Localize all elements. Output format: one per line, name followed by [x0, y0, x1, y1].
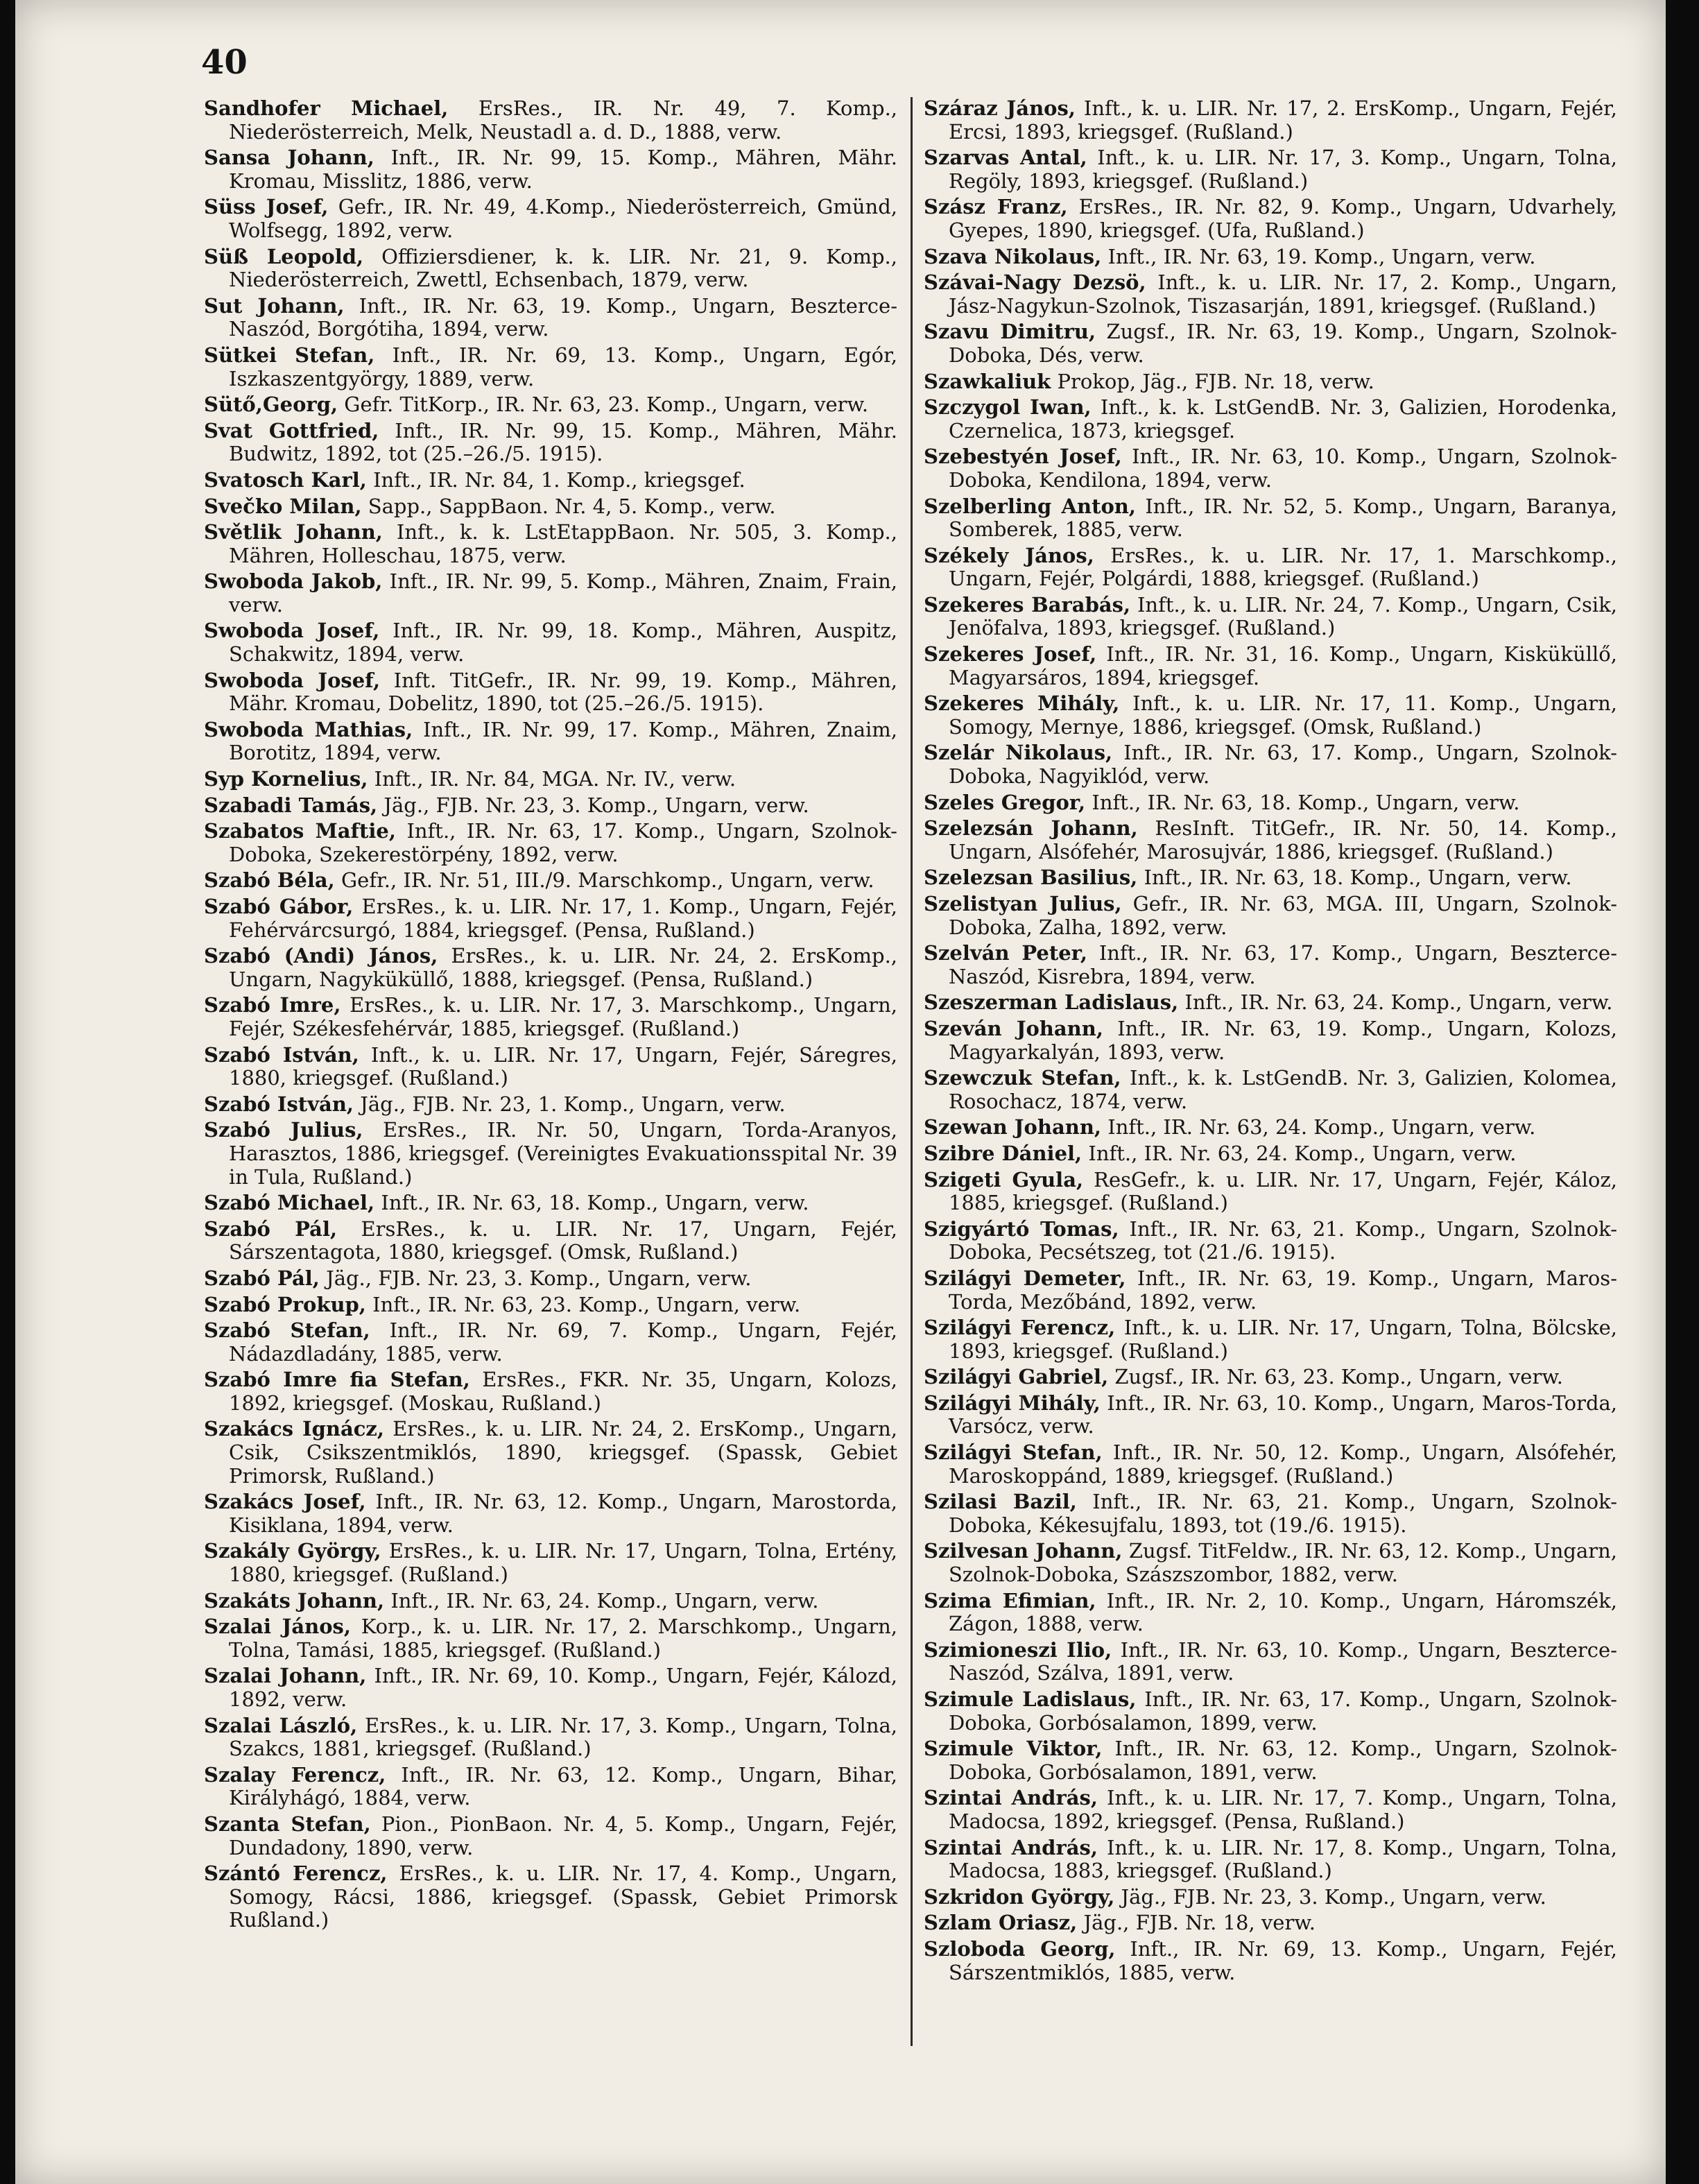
- entry-details: Inft., IR. Nr. 63, 19. Komp., Ungarn, Maros-Torda, Mezőbánd, 1892, verw.: [949, 1266, 1617, 1314]
- entry-name: Szeván Johann,: [924, 1016, 1103, 1040]
- entry-details: Inft., IR. Nr. 63, 10. Komp., Ungarn, Szolnok-Doboka, Kendilona, 1894, verw.: [949, 445, 1617, 492]
- entry-details: ErsRes., IR. Nr. 50, Ungarn, Torda-Aranyos, Harasztos, 1886, kriegsgef. (Vereinigtes Evakuationsspital Nr. 39 in Tula, Rußland.): [229, 1118, 898, 1189]
- register-entry: [204, 495, 897, 519]
- entry-name: Szabó (Andi) János,: [204, 944, 438, 968]
- left-column: [204, 97, 897, 1935]
- register-entry: [924, 1017, 1617, 1064]
- register-entry: [204, 820, 897, 866]
- entry-details: Gefr., IR. Nr. 49, 4.Komp., Niederösterreich, Gmünd, Wolfsegg, 1892, verw.: [229, 195, 898, 242]
- entry-name: Süß Leopold,: [204, 244, 364, 268]
- entry-details: ErsRes., k. u. LIR. Nr. 24, 2. ErsKomp., Ungarn, Csik, Csikszentmiklós, 1890, kriegsgef. (Spassk, Gebiet Primorsk, Rußland.): [229, 1417, 898, 1488]
- entry-name: Szilvesan Johann,: [924, 1539, 1123, 1563]
- entry-name: Szalai Johann,: [204, 1664, 367, 1688]
- entry-name: Szelezsán Johann,: [924, 816, 1138, 841]
- entry-details: Inft., k. u. LIR. Nr. 17, 8. Komp., Ungarn, Tolna, Madocsa, 1883, kriegsgef. (Rußland.): [949, 1835, 1617, 1883]
- register-entry: [204, 794, 897, 818]
- register-entry: [204, 895, 897, 942]
- entry-details: Zugsf., IR. Nr. 63, 19. Komp., Ungarn, Szolnok-Doboka, Dés, verw.: [949, 320, 1617, 367]
- register-entry: [204, 1714, 897, 1761]
- register-entry: [924, 817, 1617, 863]
- entry-details: Gefr., IR. Nr. 63, MGA. III, Ungarn, Szolnok-Doboka, Zalha, 1892, verw.: [949, 892, 1617, 939]
- entry-details: ResInft. TitGefr., IR. Nr. 50, 14. Komp., Ungarn, Alsófehér, Marosujvár, 1886, kriegsgef. (Rußland.): [949, 816, 1617, 863]
- entry-details: Offiziersdiener, k. k. LIR. Nr. 21, 9. Komp., Niederösterreich, Zwettl, Echsenbach, 1879, verw.: [229, 244, 897, 292]
- entry-name: Szabó István,: [204, 1042, 359, 1067]
- entry-name: Szelberling Anton,: [924, 494, 1136, 518]
- entry-name: Szewczuk Stefan,: [924, 1066, 1121, 1090]
- entry-name: Syp Kornelius,: [204, 767, 368, 791]
- register-entry: [924, 1218, 1617, 1264]
- entry-details: Inft., k. u. LIR. Nr. 17, 2. ErsKomp., Ungarn, Fejér, Ercsi, 1893, kriegsgef. (Rußland.): [949, 96, 1617, 144]
- register-entry: [204, 196, 897, 242]
- entry-name: Szelezsan Basilius,: [924, 866, 1138, 890]
- register-entry: [204, 1119, 897, 1189]
- register-entry: [204, 469, 897, 492]
- register-entry: [204, 1615, 897, 1662]
- entry-details: Inft., IR. Nr. 69, 7. Komp., Ungarn, Fejér, Nádazdladány, 1885, verw.: [229, 1318, 898, 1366]
- entry-name: Swoboda Jakob,: [204, 569, 383, 594]
- register-entry: [924, 1366, 1617, 1389]
- entry-details: Inft., IR. Nr. 63, 17. Komp., Ungarn, Szolnok-Doboka, Gorbósalamon, 1899, verw.: [949, 1687, 1617, 1735]
- entry-name: Sandhofer Michael,: [204, 96, 449, 120]
- register-entry: [924, 320, 1617, 367]
- register-entry: [924, 1911, 1617, 1935]
- register-entry: [204, 521, 897, 567]
- register-entry: [924, 1787, 1617, 1833]
- register-entry: [204, 1093, 897, 1117]
- entry-name: Szloboda Georg,: [924, 1936, 1116, 1961]
- register-entry: [924, 1737, 1617, 1784]
- entry-name: Swoboda Josef,: [204, 668, 381, 692]
- entry-name: Sansa Johann,: [204, 146, 374, 170]
- entry-name: Szewan Johann,: [924, 1115, 1102, 1140]
- entry-details: Inft., IR. Nr. 69, 10. Komp., Ungarn, Fejér, Kálozd, 1892, verw.: [229, 1664, 898, 1711]
- register-entry: [924, 445, 1617, 492]
- entry-details: Inft., IR. Nr. 63, 10. Komp., Ungarn, Beszterce-Naszód, Szálva, 1891, verw.: [949, 1637, 1618, 1685]
- entry-details: Inft., k. u. LIR. Nr. 17, 2. Komp., Ungarn, Jász-Nagykun-Szolnok, Tiszasarján, 1891, kriegsgef. (Rußland.): [949, 270, 1617, 318]
- entry-details: ErsRes., FKR. Nr. 35, Ungarn, Kolozs, 1892, kriegsgef. (Moskau, Rußland.): [229, 1368, 897, 1415]
- register-entry: [924, 741, 1617, 788]
- entry-details: Jäg., FJB. Nr. 18, verw.: [1083, 1911, 1316, 1935]
- entry-name: Szintai András,: [924, 1786, 1098, 1810]
- register-entry: [924, 1938, 1617, 1984]
- entry-details: Inft., IR. Nr. 99, 15. Komp., Mähren, Mähr. Kromau, Misslitz, 1886, verw.: [229, 146, 897, 193]
- entry-details: Pion., PionBaon. Nr. 4, 5. Komp., Ungarn, Fejér, Dundadony, 1890, verw.: [229, 1812, 898, 1859]
- register-entry: [204, 1267, 897, 1291]
- entry-details: Gefr. TitKorp., IR. Nr. 63, 23. Komp., Ungarn, verw.: [344, 393, 869, 417]
- register-entry: [924, 893, 1617, 939]
- register-entry: [924, 370, 1617, 394]
- entry-name: Szabó Julius,: [204, 1118, 363, 1142]
- page-number: 40: [201, 43, 248, 82]
- entry-details: ErsRes., k. u. LIR. Nr. 24, 2. ErsKomp., Ungarn, Nagyküküllő, 1888, kriegsgef. (Pensa, Rußland.): [229, 944, 898, 991]
- entry-details: Jäg., FJB. Nr. 23, 1. Komp., Ungarn, verw.: [360, 1092, 786, 1116]
- register-entry: [924, 1316, 1617, 1363]
- document-page: [15, 0, 1666, 2184]
- entry-name: Szigyártó Tomas,: [924, 1216, 1119, 1241]
- register-entry: [204, 393, 897, 417]
- register-entry: [204, 768, 897, 791]
- entry-name: Szilágyi Gabriel,: [924, 1365, 1109, 1389]
- entry-name: Szabó Stefan,: [204, 1318, 370, 1343]
- entry-details: Inft., IR. Nr. 63, 12. Komp., Ungarn, Marostorda, Kisiklana, 1894, verw.: [229, 1490, 897, 1537]
- entry-name: Szczygol Iwan,: [924, 395, 1092, 420]
- entry-name: Sut Johann,: [204, 293, 345, 318]
- register-entry: [204, 146, 897, 193]
- register-entry: [204, 1368, 897, 1415]
- entry-details: Inft., IR. Nr. 99, 18. Komp., Mähren, Auspitz, Schakwitz, 1894, verw.: [229, 619, 898, 667]
- entry-name: Světlik Johann,: [204, 520, 383, 544]
- entry-name: Szigeti Gyula,: [924, 1167, 1084, 1192]
- entry-details: Inft., IR. Nr. 52, 5. Komp., Ungarn, Baranya, Somberek, 1885, verw.: [949, 494, 1618, 542]
- entry-details: Inft., k. u. LIR. Nr. 17, Ungarn, Tolna, Bölcske, 1893, kriegsgef. (Rußland.): [949, 1316, 1618, 1363]
- register-entry: [924, 1837, 1617, 1883]
- entry-name: Szelár Nikolaus,: [924, 741, 1113, 765]
- entry-name: Szintai András,: [924, 1835, 1098, 1859]
- entry-name: Szabó Béla,: [204, 868, 335, 893]
- register-entry: [204, 420, 897, 466]
- register-entry: [924, 692, 1617, 739]
- entry-details: ErsRes., k. u. LIR. Nr. 17, Ungarn, Fejér, Sárszentagota, 1880, kriegsgef. (Omsk, Rußland.): [229, 1216, 898, 1264]
- entry-details: Inft., IR. Nr. 99, 5. Komp., Mähren, Znaim, Frain, verw.: [229, 569, 898, 617]
- register-entry: [204, 719, 897, 765]
- register-entry: [924, 1540, 1617, 1586]
- entry-name: Szelistyan Julius,: [924, 892, 1122, 915]
- entry-details: Inft., IR. Nr. 63, 24. Komp., Ungarn, verw.: [390, 1588, 819, 1613]
- register-entry: [924, 146, 1617, 193]
- entry-name: Székely János,: [924, 543, 1094, 567]
- entry-details: Inft., IR. Nr. 63, 18. Komp., Ungarn, verw.: [1144, 866, 1572, 890]
- register-entry: [924, 791, 1617, 815]
- entry-name: Szabó Pál,: [204, 1266, 320, 1290]
- entry-name: Szeszerman Ladislaus,: [924, 990, 1179, 1015]
- register-entry: [204, 1192, 897, 1215]
- register-entry: [204, 295, 897, 341]
- entry-details: Inft., IR. Nr. 63, 18. Komp., Ungarn, verw.: [381, 1191, 809, 1215]
- entry-details: Jäg., FJB. Nr. 23, 3. Komp., Ungarn, verw.: [383, 793, 809, 817]
- entry-details: ErsRes., k. u. LIR. Nr. 17, 1. Komp., Ungarn, Fejér, Fehérvárcsurgó, 1884, kriegsgef. (Pensa, Rußland.): [229, 895, 898, 942]
- entry-name: Szabatos Maftie,: [204, 819, 396, 843]
- entry-details: ErsRes., k. u. LIR. Nr. 17, 4. Komp., Ungarn, Somogy, Rácsi, 1886, kriegsgef. (Spassk, Gebiet Primorsk Rußland.): [229, 1861, 897, 1932]
- entry-name: Szabó István,: [204, 1092, 354, 1116]
- entry-details: Inft., IR. Nr. 69, 13. Komp., Ungarn, Egór, Iszkaszentgyörgy, 1889, verw.: [229, 343, 897, 390]
- entry-details: ResGefr., k. u. LIR. Nr. 17, Ungarn, Fejér, Káloz, 1885, kriegsgef. (Rußland.): [949, 1167, 1617, 1215]
- register-entry: [924, 1142, 1617, 1166]
- entry-details: Gefr., IR. Nr. 51, III./9. Marschkomp., Ungarn, verw.: [341, 868, 874, 893]
- entry-name: Szekeres Josef,: [924, 642, 1097, 667]
- register-entry: [204, 1813, 897, 1859]
- register-entry: [924, 1490, 1617, 1537]
- register-entry: [924, 1392, 1617, 1438]
- entry-name: Szabó Michael,: [204, 1191, 375, 1215]
- entry-name: Svečko Milan,: [204, 494, 362, 518]
- register-entry: [924, 1067, 1617, 1113]
- entry-details: Zugsf. TitFeldw., IR. Nr. 63, 12. Komp., Ungarn, Szolnok-Doboka, Szászszombor, 1882, verw.: [949, 1539, 1618, 1587]
- register-entry: [924, 495, 1617, 542]
- entry-name: Svat Gottfried,: [204, 418, 379, 442]
- entry-details: Inft., IR. Nr. 63, 21. Komp., Ungarn, Szolnok-Doboka, Pecsétszeg, tot (21./6. 1915).: [949, 1216, 1617, 1264]
- entry-details: Inft., IR. Nr. 63, 24. Komp., Ungarn, verw.: [1184, 990, 1613, 1015]
- register-entry: [924, 1688, 1617, 1735]
- register-entry: [924, 196, 1617, 242]
- register-entry: [924, 1116, 1617, 1140]
- entry-name: Szelván Peter,: [924, 941, 1087, 965]
- register-entry: [204, 669, 897, 716]
- register-entry: [204, 97, 897, 144]
- entry-details: Inft., IR. Nr. 84, 1. Komp., kriegsgef.: [373, 467, 745, 492]
- entry-name: Szakács Josef,: [204, 1490, 366, 1514]
- entry-name: Szabó Imre fia Stefan,: [204, 1368, 470, 1392]
- entry-name: Száraz János,: [924, 96, 1076, 120]
- entry-details: Inft., k. k. LstGendB. Nr. 3, Galizien, Kolomea, Rosochacz, 1874, verw.: [949, 1066, 1617, 1113]
- entry-name: Szabó Pál,: [204, 1216, 338, 1241]
- entry-name: Sütkei Stefan,: [204, 343, 375, 367]
- entry-name: Szima Efimian,: [924, 1588, 1096, 1613]
- register-entry: [924, 594, 1617, 640]
- entry-name: Szimioneszi Ilio,: [924, 1637, 1112, 1662]
- entry-details: ErsRes., IR. Nr. 82, 9. Komp., Ungarn, Udvarhely, Gyepes, 1890, kriegsgef. (Ufa, Rußland.): [949, 195, 1617, 242]
- register-entry: [924, 1441, 1617, 1488]
- register-entry: [204, 1590, 897, 1613]
- entry-details: Jäg., FJB. Nr. 23, 3. Komp., Ungarn, verw.: [1121, 1884, 1546, 1909]
- entry-name: Szibre Dániel,: [924, 1141, 1083, 1165]
- entry-name: Szalai László,: [204, 1713, 358, 1737]
- entry-details: Inft., IR. Nr. 50, 12. Komp., Ungarn, Alsófehér, Maroskoppánd, 1889, kriegsgef. (Rußland.): [949, 1441, 1617, 1488]
- entry-details: ErsRes., k. u. LIR. Nr. 17, 1. Marschkomp., Ungarn, Fejér, Polgárdi, 1888, kriegsgef. (Rußland.): [949, 543, 1618, 591]
- entry-details: Inft., IR. Nr. 63, 24. Komp., Ungarn, verw.: [1107, 1115, 1536, 1140]
- register-entry: [204, 619, 897, 666]
- entry-details: Inft., k. u. LIR. Nr. 17, 11. Komp., Ungarn, Somogy, Mernye, 1886, kriegsgef. (Omsk, Rußland.): [949, 691, 1617, 739]
- entry-details: Inft., IR. Nr. 63, 18. Komp., Ungarn, verw.: [1092, 790, 1520, 814]
- entry-details: Inft., k. u. LIR. Nr. 17, 7. Komp., Ungarn, Tolna, Madocsa, 1892, kriegsgef. (Pensa, Rußland.): [949, 1786, 1617, 1833]
- register-entry: [204, 344, 897, 390]
- entry-details: ErsRes., k. u. LIR. Nr. 17, Ungarn, Tolna, Ertény, 1880, kriegsgef. (Rußland.): [229, 1539, 897, 1587]
- entry-details: Inft., IR. Nr. 31, 16. Komp., Ungarn, Kisküküllő, Magyarsáros, 1894, kriegsgef.: [949, 642, 1617, 689]
- entry-details: Inft., IR. Nr. 63, 23. Komp., Ungarn, verw.: [372, 1292, 801, 1316]
- entry-details: Inft., IR. Nr. 63, 12. Komp., Ungarn, Szolnok-Doboka, Gorbósalamon, 1891, verw.: [949, 1737, 1617, 1784]
- entry-details: Inft., IR. Nr. 63, 17. Komp., Ungarn, Beszterce-Naszód, Kisrebra, 1894, verw.: [949, 941, 1618, 988]
- register-entry: [204, 1540, 897, 1586]
- register-entry: [204, 1319, 897, 1366]
- register-entry: [924, 866, 1617, 890]
- entry-details: Inft., IR. Nr. 63, 17. Komp., Ungarn, Szolnok-Doboka, Nagyiklód, verw.: [949, 741, 1617, 789]
- register-entry: [204, 1490, 897, 1537]
- register-entry: [204, 1293, 897, 1317]
- register-entry: [924, 1267, 1617, 1314]
- entry-name: Szabadi Tamás,: [204, 793, 378, 817]
- register-entry: [924, 991, 1617, 1015]
- entry-name: Szava Nikolaus,: [924, 244, 1102, 268]
- entry-details: Inft., IR. Nr. 63, 19. Komp., Ungarn, Beszterce-Naszód, Borgótiha, 1894, verw.: [229, 293, 897, 341]
- register-entry: [204, 1044, 897, 1090]
- register-entry: [924, 246, 1617, 269]
- entry-name: Szakály György,: [204, 1539, 381, 1563]
- entry-name: Szavu Dimitru,: [924, 320, 1096, 344]
- entry-name: Szabó Imre,: [204, 993, 341, 1017]
- entry-name: Szimule Viktor,: [924, 1737, 1103, 1761]
- register-entry: [924, 1169, 1617, 1215]
- register-entry: [204, 1764, 897, 1810]
- entry-name: Szebestyén Josef,: [924, 445, 1122, 469]
- register-entry: [924, 643, 1617, 689]
- register-entry: [204, 246, 897, 292]
- register-entry: [924, 97, 1617, 144]
- entry-name: Szász Franz,: [924, 195, 1068, 219]
- entry-name: Szekeres Mihály,: [924, 691, 1120, 716]
- register-entry: [924, 396, 1617, 442]
- entry-details: Inft., IR. Nr. 84, MGA. Nr. IV., verw.: [374, 767, 736, 791]
- entry-details: Korp., k. u. LIR. Nr. 17, 2. Marschkomp., Ungarn, Tolna, Tamási, 1885, kriegsgef. (Rußland.): [229, 1615, 898, 1662]
- entry-details: Inft., IR. Nr. 63, 19. Komp., Ungarn, Kolozs, Magyarkalyán, 1893, verw.: [949, 1016, 1618, 1064]
- entry-details: Inft., IR. Nr. 63, 24. Komp., Ungarn, verw.: [1088, 1141, 1517, 1165]
- register-entry: [924, 1639, 1617, 1685]
- entry-name: Szkridon György,: [924, 1884, 1115, 1909]
- register-entry: [204, 1218, 897, 1264]
- entry-name: Süss Josef,: [204, 195, 329, 219]
- register-entry: [924, 544, 1617, 591]
- entry-name: Szilasi Bazil,: [924, 1490, 1077, 1514]
- entry-name: Svatosch Karl,: [204, 467, 367, 492]
- entry-name: Szimule Ladislaus,: [924, 1687, 1137, 1711]
- entry-details: Inft., IR. Nr. 63, 19. Komp., Ungarn, verw.: [1107, 244, 1536, 268]
- entry-details: Inft., k. u. LIR. Nr. 24, 7. Komp., Ungarn, Csik, Jenöfalva, 1893, kriegsgef. (Rußland.): [949, 592, 1617, 640]
- register-entry: [204, 1862, 897, 1932]
- register-entry: [204, 1665, 897, 1711]
- entry-details: Inft., IR. Nr. 63, 10. Komp., Ungarn, Maros-Torda, Varsócz, verw.: [949, 1391, 1618, 1438]
- entry-name: Szeles Gregor,: [924, 790, 1086, 814]
- entry-name: Szlam Oriasz,: [924, 1911, 1078, 1935]
- entry-name: Szabó Gábor,: [204, 895, 354, 918]
- entry-name: Szakács Ignácz,: [204, 1417, 384, 1441]
- entry-name: Szekeres Barabás,: [924, 592, 1131, 617]
- entry-name: Szanta Stefan,: [204, 1812, 371, 1836]
- entry-name: Szarvas Antal,: [924, 146, 1087, 170]
- entry-details: Inft. TitGefr., IR. Nr. 99, 19. Komp., Mähren, Mähr. Kromau, Dobelitz, 1890, tot (25.–26./5. 1915).: [229, 668, 897, 716]
- entry-details: Inft., k. u. LIR. Nr. 17, Ungarn, Fejér, Sáregres, 1880, kriegsgef. (Rußland.): [229, 1042, 897, 1090]
- entry-name: Szilágyi Mihály,: [924, 1391, 1101, 1415]
- column-divider: [911, 97, 913, 2046]
- entry-details: Inft., k. u. LIR. Nr. 17, 3. Komp., Ungarn, Tolna, Regöly, 1893, kriegsgef. (Rußland.): [949, 146, 1617, 193]
- entry-name: Szávai-Nagy Dezsö,: [924, 270, 1146, 295]
- entry-name: Swoboda Mathias,: [204, 717, 413, 741]
- entry-details: Inft., IR. Nr. 63, 17. Komp., Ungarn, Szolnok-Doboka, Szekerestörpény, 1892, verw.: [229, 819, 897, 866]
- entry-name: Szawkaliuk: [924, 369, 1051, 393]
- entry-details: Inft., IR. Nr. 69, 13. Komp., Ungarn, Fejér, Sárszentmiklós, 1885, verw.: [949, 1936, 1617, 1984]
- register-entry: [924, 271, 1617, 318]
- register-entry: [204, 1418, 897, 1488]
- entry-name: Szalai János,: [204, 1615, 351, 1639]
- entry-details: Inft., IR. Nr. 63, 21. Komp., Ungarn, Szolnok-Doboka, Kékesujfalu, 1893, tot (19./6. 1915).: [949, 1490, 1617, 1537]
- register-entry: [204, 945, 897, 991]
- entry-name: Swoboda Josef,: [204, 619, 380, 643]
- entry-details: Inft., IR. Nr. 99, 17. Komp., Mähren, Znaim, Borotitz, 1894, verw.: [229, 717, 897, 765]
- entry-name: Szabó Prokup,: [204, 1292, 366, 1316]
- entry-name: Szakáts Johann,: [204, 1588, 385, 1613]
- register-entry: [204, 869, 897, 893]
- entry-name: Szántó Ferencz,: [204, 1861, 388, 1886]
- entry-name: Szilágyi Stefan,: [924, 1441, 1103, 1465]
- entry-details: ErsRes., k. u. LIR. Nr. 17, 3. Marschkomp., Ungarn, Fejér, Székesfehérvár, 1885, kriegsgef. (Rußland.): [229, 993, 897, 1040]
- right-column: [924, 97, 1617, 1987]
- entry-details: ErsRes., IR. Nr. 49, 7. Komp., Niederösterreich, Melk, Neustadl a. d. D., 1888, verw.: [229, 96, 898, 144]
- register-entry: [924, 1590, 1617, 1636]
- entry-details: Inft., k. k. LstGendB. Nr. 3, Galizien, Horodenka, Czernelica, 1873, kriegsgef.: [949, 395, 1618, 442]
- entry-details: Inft., IR. Nr. 2, 10. Komp., Ungarn, Háromszék, Zágon, 1888, verw.: [949, 1588, 1617, 1636]
- entry-details: Inft., k. k. LstEtappBaon. Nr. 505, 3. Komp., Mähren, Holleschau, 1875, verw.: [229, 520, 897, 567]
- register-entry: [924, 942, 1617, 988]
- entry-details: Jäg., FJB. Nr. 23, 3. Komp., Ungarn, verw.: [326, 1266, 752, 1290]
- entry-details: Sapp., SappBaon. Nr. 4, 5. Komp., verw.: [368, 494, 776, 518]
- register-entry: [924, 1886, 1617, 1909]
- entry-name: Szilágyi Demeter,: [924, 1266, 1126, 1290]
- entry-name: Sütő,Georg,: [204, 393, 338, 417]
- register-entry: [204, 570, 897, 617]
- entry-details: Inft., IR. Nr. 63, 12. Komp., Ungarn, Bihar, Királyhágó, 1884, verw.: [229, 1762, 897, 1810]
- entry-details: Zugsf., IR. Nr. 63, 23. Komp., Ungarn, verw.: [1114, 1365, 1563, 1389]
- register-entry: [204, 994, 897, 1040]
- entry-name: Szilágyi Ferencz,: [924, 1316, 1116, 1340]
- entry-details: Inft., IR. Nr. 99, 15. Komp., Mähren, Mähr. Budwitz, 1892, tot (25.–26./5. 1915).: [229, 418, 898, 466]
- entry-details: Prokop, Jäg., FJB. Nr. 18, verw.: [1057, 369, 1374, 393]
- entry-details: ErsRes., k. u. LIR. Nr. 17, 3. Komp., Ungarn, Tolna, Szakcs, 1881, kriegsgef. (Rußland.): [229, 1713, 898, 1761]
- entry-name: Szalay Ferencz,: [204, 1762, 386, 1787]
